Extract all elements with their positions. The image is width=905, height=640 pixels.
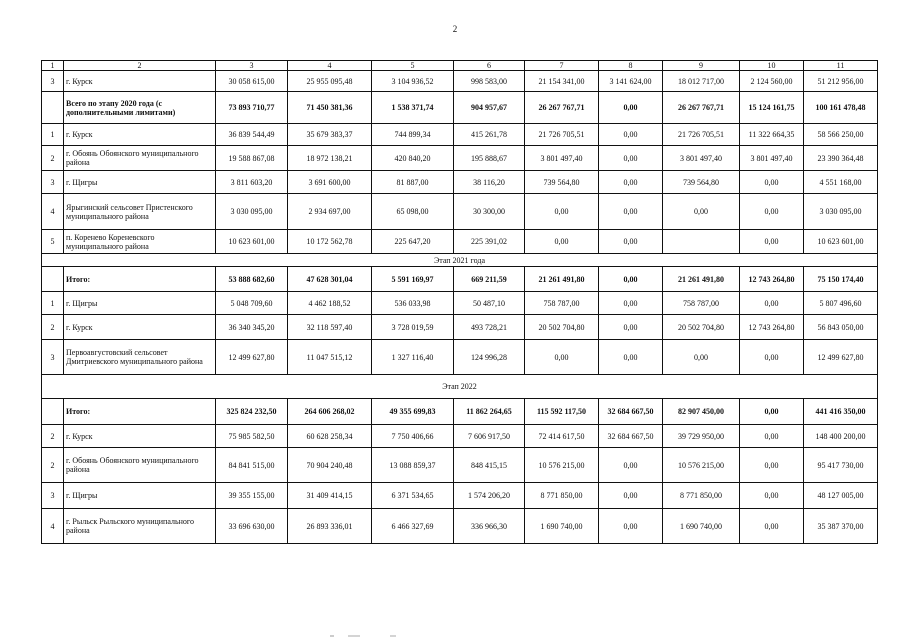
cell-value: 11 047 515,12 <box>288 340 372 375</box>
column-header: 7 <box>525 61 599 71</box>
cell-value: 49 355 699,83 <box>372 399 454 425</box>
cell-value: 0,00 <box>525 194 599 230</box>
stage-row <box>42 375 878 399</box>
cell-value: 35 387 370,00 <box>804 509 878 544</box>
cell-value: 47 628 301,04 <box>288 267 372 292</box>
cell-value: 195 888,67 <box>454 146 525 171</box>
cell-value: 12 499 627,80 <box>804 340 878 375</box>
cell-value: 6 466 327,69 <box>372 509 454 544</box>
cell-value: 0,00 <box>740 230 804 254</box>
table-row <box>42 448 878 483</box>
row-index: 3 <box>42 483 64 509</box>
cell-value: 744 899,34 <box>372 124 454 146</box>
cell-value: 75 150 174,40 <box>804 267 878 292</box>
row-index: 4 <box>42 509 64 544</box>
cell-value: 0,00 <box>599 92 663 124</box>
cell-value: 0,00 <box>663 194 740 230</box>
row-name: г. Щигры <box>64 292 216 315</box>
total-row <box>42 399 878 425</box>
cell-value: 31 409 414,15 <box>288 483 372 509</box>
row-name: г. Обоянь Обоянского муниципального района <box>64 146 216 171</box>
cell-value: 3 801 497,40 <box>525 146 599 171</box>
cell-value: 415 261,78 <box>454 124 525 146</box>
cell-value: 7 606 917,50 <box>454 425 525 448</box>
row-name: Первоавгустовский сельсовет Дмитриевского муниципального района <box>64 340 216 375</box>
row-name: г. Курск <box>64 425 216 448</box>
cell-value: 225 647,20 <box>372 230 454 254</box>
cell-value: 21 726 705,51 <box>525 124 599 146</box>
cell-value: 115 592 117,50 <box>525 399 599 425</box>
funding-table <box>41 60 878 544</box>
cell-value: 84 841 515,00 <box>216 448 288 483</box>
row-name: г. Рыльск Рыльского муниципального района <box>64 509 216 544</box>
cell-value: 95 417 730,00 <box>804 448 878 483</box>
cell-value: 65 098,00 <box>372 194 454 230</box>
row-index: 5 <box>42 230 64 254</box>
cell-value: 3 141 624,00 <box>599 71 663 92</box>
table-header-row <box>42 61 878 71</box>
cell-value: 26 267 767,71 <box>663 92 740 124</box>
cell-value: 0,00 <box>525 230 599 254</box>
cell-value: 225 391,02 <box>454 230 525 254</box>
cell-value: 10 172 562,78 <box>288 230 372 254</box>
cell-value: 21 261 491,80 <box>525 267 599 292</box>
cell-value: 758 787,00 <box>663 292 740 315</box>
cell-value: 4 551 168,00 <box>804 171 878 194</box>
table-row <box>42 509 878 544</box>
cell-value: 7 750 406,66 <box>372 425 454 448</box>
cell-value: 58 566 250,00 <box>804 124 878 146</box>
cell-value: 5 807 496,60 <box>804 292 878 315</box>
cell-value: 20 502 704,80 <box>663 315 740 340</box>
cell-value: 5 591 169,97 <box>372 267 454 292</box>
table-row <box>42 315 878 340</box>
cell-value: 48 127 005,00 <box>804 483 878 509</box>
cell-value: 739 564,80 <box>663 171 740 194</box>
total-row <box>42 267 878 292</box>
cell-value: 20 502 704,80 <box>525 315 599 340</box>
cell-value: 0,00 <box>599 292 663 315</box>
table-row <box>42 124 878 146</box>
cell-value: 3 801 497,40 <box>663 146 740 171</box>
table-row <box>42 230 878 254</box>
cell-value: 32 684 667,50 <box>599 425 663 448</box>
cell-value: 739 564,80 <box>525 171 599 194</box>
row-name: г. Щигры <box>64 483 216 509</box>
table-row <box>42 171 878 194</box>
cell-value: 11 322 664,35 <box>740 124 804 146</box>
cell-value: 0,00 <box>599 230 663 254</box>
column-header: 2 <box>64 61 216 71</box>
row-name: Всего по этапу 2020 года (с дополнительными лимитами) <box>64 92 216 124</box>
row-name: г. Курск <box>64 124 216 146</box>
cell-value: 3 728 019,59 <box>372 315 454 340</box>
cell-value: 0,00 <box>740 399 804 425</box>
cell-value: 11 862 264,65 <box>454 399 525 425</box>
cell-value: 8 771 850,00 <box>525 483 599 509</box>
cell-value: 18 972 138,21 <box>288 146 372 171</box>
cell-value: 848 415,15 <box>454 448 525 483</box>
column-header: 6 <box>454 61 525 71</box>
cell-value: 3 030 095,00 <box>216 194 288 230</box>
cell-value: 0,00 <box>740 483 804 509</box>
cell-value: 669 211,59 <box>454 267 525 292</box>
cell-value: 0,00 <box>599 315 663 340</box>
table-row <box>42 425 878 448</box>
cell-value: 0,00 <box>599 448 663 483</box>
cell-value: 50 487,10 <box>454 292 525 315</box>
cell-value: 25 955 095,48 <box>288 71 372 92</box>
cell-value: 2 934 697,00 <box>288 194 372 230</box>
cell-value: 81 887,00 <box>372 171 454 194</box>
cell-value: 75 985 582,50 <box>216 425 288 448</box>
cell-value: 264 606 268,02 <box>288 399 372 425</box>
column-header: 3 <box>216 61 288 71</box>
cell-value: 39 355 155,00 <box>216 483 288 509</box>
cell-value: 5 048 709,60 <box>216 292 288 315</box>
cell-value: 0,00 <box>525 340 599 375</box>
cell-value: 493 728,21 <box>454 315 525 340</box>
column-header: 9 <box>663 61 740 71</box>
total-row <box>42 92 878 124</box>
row-name: Итого: <box>64 267 216 292</box>
cell-value: 36 340 345,20 <box>216 315 288 340</box>
cell-value: 51 212 956,00 <box>804 71 878 92</box>
cell-value: 0,00 <box>740 340 804 375</box>
row-index <box>42 267 64 292</box>
cell-value: 72 414 617,50 <box>525 425 599 448</box>
cell-value: 148 400 200,00 <box>804 425 878 448</box>
cell-value: 325 824 232,50 <box>216 399 288 425</box>
cell-value: 82 907 450,00 <box>663 399 740 425</box>
cell-value: 30 300,00 <box>454 194 525 230</box>
cell-value: 70 904 240,48 <box>288 448 372 483</box>
cell-value: 13 088 859,37 <box>372 448 454 483</box>
row-name: г. Курск <box>64 71 216 92</box>
column-header: 4 <box>288 61 372 71</box>
cell-value: 10 623 601,00 <box>804 230 878 254</box>
cell-value: 39 729 950,00 <box>663 425 740 448</box>
cell-value: 1 538 371,74 <box>372 92 454 124</box>
column-header: 1 <box>42 61 64 71</box>
cell-value: 0,00 <box>599 124 663 146</box>
cell-value: 53 888 682,60 <box>216 267 288 292</box>
row-index: 1 <box>42 292 64 315</box>
cell-value: 0,00 <box>599 146 663 171</box>
cell-value: 758 787,00 <box>525 292 599 315</box>
row-name: г. Обоянь Обоянского муниципального района <box>64 448 216 483</box>
column-header: 10 <box>740 61 804 71</box>
cell-value: 10 576 215,00 <box>663 448 740 483</box>
row-index: 2 <box>42 315 64 340</box>
column-header: 11 <box>804 61 878 71</box>
cell-value: 998 583,00 <box>454 71 525 92</box>
row-name: г. Курск <box>64 315 216 340</box>
cell-value: 12 743 264,80 <box>740 315 804 340</box>
cell-value: 0,00 <box>599 509 663 544</box>
cell-value: 3 811 603,20 <box>216 171 288 194</box>
cell-value: 3 691 600,00 <box>288 171 372 194</box>
table-row <box>42 340 878 375</box>
cell-value: 35 679 383,37 <box>288 124 372 146</box>
column-header: 5 <box>372 61 454 71</box>
row-index: 4 <box>42 194 64 230</box>
cell-value: 36 839 544,49 <box>216 124 288 146</box>
cell-value: 0,00 <box>599 340 663 375</box>
cell-value: 3 030 095,00 <box>804 194 878 230</box>
cell-value: 8 771 850,00 <box>663 483 740 509</box>
table-row <box>42 71 878 92</box>
cell-value: 0,00 <box>599 483 663 509</box>
row-name: Ярыгинский сельсовет Пристенского муниципального района <box>64 194 216 230</box>
cell-value: 4 462 188,52 <box>288 292 372 315</box>
cell-value: 1 327 116,40 <box>372 340 454 375</box>
cell-value: 26 267 767,71 <box>525 92 599 124</box>
cell-value: 2 124 560,00 <box>740 71 804 92</box>
cell-value: 21 726 705,51 <box>663 124 740 146</box>
cell-value: 0,00 <box>740 509 804 544</box>
table-row <box>42 483 878 509</box>
cell-value: 904 957,67 <box>454 92 525 124</box>
page-number: 2 <box>452 24 458 34</box>
cell-value: 1 690 740,00 <box>525 509 599 544</box>
cell-value: 1 690 740,00 <box>663 509 740 544</box>
row-index: 1 <box>42 124 64 146</box>
row-index: 3 <box>42 171 64 194</box>
row-name: г. Щигры <box>64 171 216 194</box>
row-index: 3 <box>42 340 64 375</box>
cell-value: 60 628 258,34 <box>288 425 372 448</box>
cell-value: 21 261 491,80 <box>663 267 740 292</box>
cell-value: 6 371 534,65 <box>372 483 454 509</box>
cell-value: 23 390 364,48 <box>804 146 878 171</box>
scan-artifact <box>330 633 480 639</box>
cell-value: 26 893 336,01 <box>288 509 372 544</box>
cell-value: 12 499 627,80 <box>216 340 288 375</box>
row-index: 2 <box>42 425 64 448</box>
row-name: Итого: <box>64 399 216 425</box>
cell-value: 0,00 <box>663 340 740 375</box>
stage-row <box>42 254 878 267</box>
table-row <box>42 292 878 315</box>
cell-value: 56 843 050,00 <box>804 315 878 340</box>
cell-value: 30 058 615,00 <box>216 71 288 92</box>
cell-value: 536 033,98 <box>372 292 454 315</box>
cell-value: 3 801 497,40 <box>740 146 804 171</box>
cell-value: 18 012 717,00 <box>663 71 740 92</box>
cell-value: 336 966,30 <box>454 509 525 544</box>
row-index: 2 <box>42 146 64 171</box>
cell-value: 32 684 667,50 <box>599 399 663 425</box>
cell-value: 1 574 206,20 <box>454 483 525 509</box>
stage-label: Этап 2021 года <box>42 254 878 267</box>
row-name: п. Коренево Кореневского муниципального района <box>64 230 216 254</box>
cell-value: 0,00 <box>599 194 663 230</box>
stage-label: Этап 2022 <box>42 375 878 399</box>
cell-value: 441 416 350,00 <box>804 399 878 425</box>
cell-value: 0,00 <box>740 292 804 315</box>
cell-value <box>663 230 740 254</box>
cell-value: 33 696 630,00 <box>216 509 288 544</box>
cell-value: 19 588 867,08 <box>216 146 288 171</box>
cell-value: 0,00 <box>740 194 804 230</box>
row-index <box>42 92 64 124</box>
row-index <box>42 399 64 425</box>
cell-value: 100 161 478,48 <box>804 92 878 124</box>
cell-value: 0,00 <box>599 267 663 292</box>
table-row <box>42 146 878 171</box>
cell-value: 0,00 <box>740 448 804 483</box>
cell-value: 73 893 710,77 <box>216 92 288 124</box>
cell-value: 124 996,28 <box>454 340 525 375</box>
cell-value: 420 840,20 <box>372 146 454 171</box>
cell-value: 10 576 215,00 <box>525 448 599 483</box>
table-row <box>42 194 878 230</box>
column-header: 8 <box>599 61 663 71</box>
cell-value: 12 743 264,80 <box>740 267 804 292</box>
cell-value: 0,00 <box>599 171 663 194</box>
cell-value: 21 154 341,00 <box>525 71 599 92</box>
cell-value: 0,00 <box>740 171 804 194</box>
cell-value: 3 104 936,52 <box>372 71 454 92</box>
cell-value: 38 116,20 <box>454 171 525 194</box>
cell-value: 32 118 597,40 <box>288 315 372 340</box>
cell-value: 71 450 381,36 <box>288 92 372 124</box>
row-index: 2 <box>42 448 64 483</box>
table-body <box>42 71 878 544</box>
cell-value: 15 124 161,75 <box>740 92 804 124</box>
cell-value: 10 623 601,00 <box>216 230 288 254</box>
cell-value: 0,00 <box>740 425 804 448</box>
row-index: 3 <box>42 71 64 92</box>
